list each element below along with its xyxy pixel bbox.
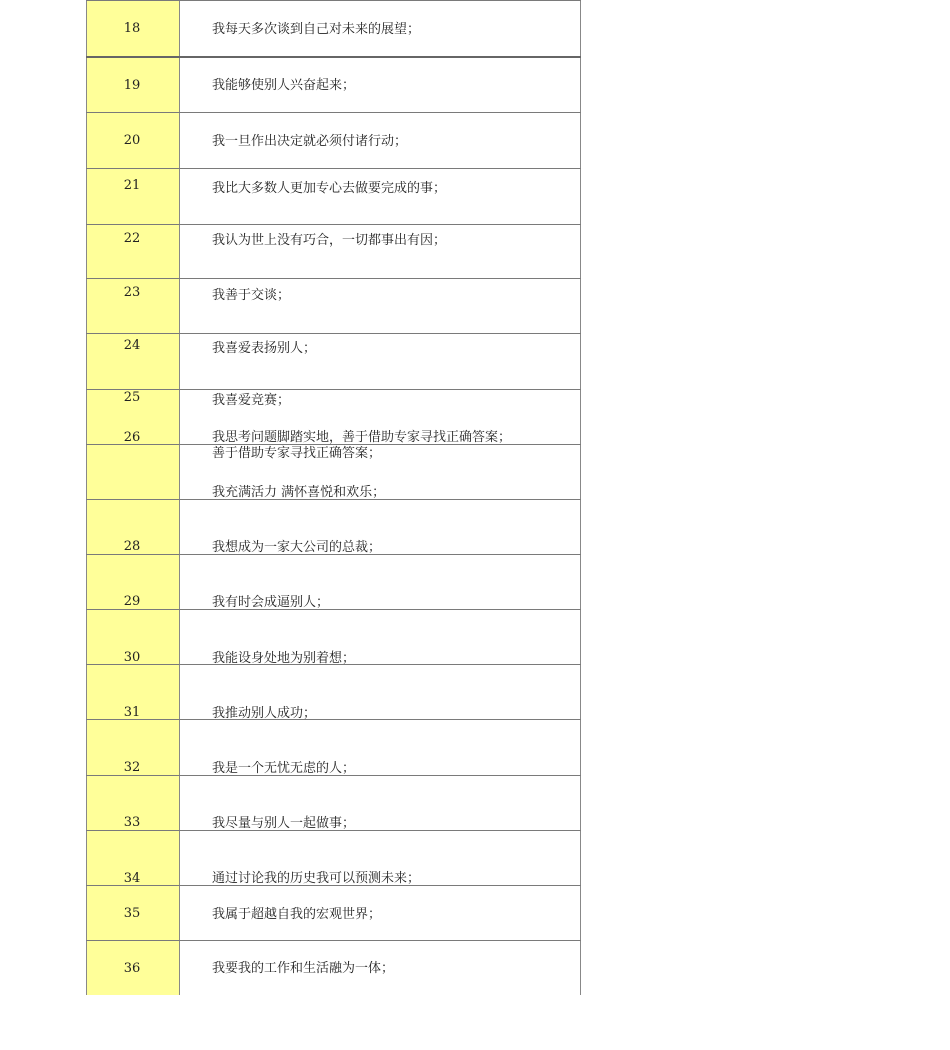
row-divider xyxy=(86,0,581,1)
row-number: 28 xyxy=(123,539,141,554)
table-right-border xyxy=(580,0,581,995)
row-divider xyxy=(86,56,581,58)
statement-text: 我有时会成逼别人； xyxy=(212,595,330,610)
row-number: 24 xyxy=(123,338,141,353)
row-number: 36 xyxy=(123,961,141,976)
statement-text: 我喜爱表扬别人； xyxy=(212,341,317,356)
statement-text: 我一旦作出决定就必须付诸行动； xyxy=(212,134,408,149)
row-number: 35 xyxy=(123,906,141,921)
statement-text: 我能设身处地为别着想； xyxy=(212,651,356,666)
statement-text: 我能够使别人兴奋起来； xyxy=(212,78,356,93)
row-number: 31 xyxy=(123,705,141,720)
row-divider xyxy=(86,278,581,279)
row-divider xyxy=(86,168,581,169)
row-divider xyxy=(86,333,581,334)
statement-text: 我是一个无忧无虑的人； xyxy=(212,761,356,776)
statement-text: 我想成为一家大公司的总裁； xyxy=(212,540,382,555)
row-divider xyxy=(86,224,581,225)
statement-text: 我尽量与别人一起做事； xyxy=(212,816,356,831)
row-number: 25 xyxy=(123,390,141,405)
statement-text: 我每天多次谈到自己对未来的展望； xyxy=(212,22,421,37)
row-number: 32 xyxy=(123,760,141,775)
row-number: 22 xyxy=(123,231,141,246)
statement-text: 我思考问题脚踏实地，善于借助专家寻找正确答案； xyxy=(212,430,512,445)
row-number: 21 xyxy=(123,178,141,193)
questionnaire-table xyxy=(86,0,581,995)
statement-text: 我比大多数人更加专心去做要完成的事； xyxy=(212,181,447,196)
statement-text: 我善于交谈； xyxy=(212,288,291,303)
row-number: 23 xyxy=(123,285,141,300)
statement-text: 我认为世上没有巧合，一切都事出有因； xyxy=(212,233,447,248)
row-number: 29 xyxy=(123,594,141,609)
row-divider xyxy=(86,112,581,113)
statement-text: 善于借助专家寻找正确答案； xyxy=(212,446,382,461)
statement-text: 通过讨论我的历史我可以预测未来； xyxy=(212,871,421,886)
statement-text: 我属于超越自我的宏观世界； xyxy=(212,907,382,922)
row-number: 33 xyxy=(123,815,141,830)
row-number: 20 xyxy=(123,133,141,148)
statement-text: 我充满活力 满怀喜悦和欢乐； xyxy=(212,485,386,500)
number-column xyxy=(86,0,180,995)
row-number: 30 xyxy=(123,650,141,665)
row-number: 34 xyxy=(123,871,141,886)
row-number: 19 xyxy=(123,78,141,93)
statement-text: 我喜爱竞赛； xyxy=(212,393,291,408)
row-number: 18 xyxy=(123,21,141,36)
row-number: 26 xyxy=(123,430,141,445)
statement-text: 我要我的工作和生活融为一体； xyxy=(212,961,395,976)
row-divider xyxy=(86,940,581,941)
statement-text: 我推动别人成功； xyxy=(212,706,317,721)
